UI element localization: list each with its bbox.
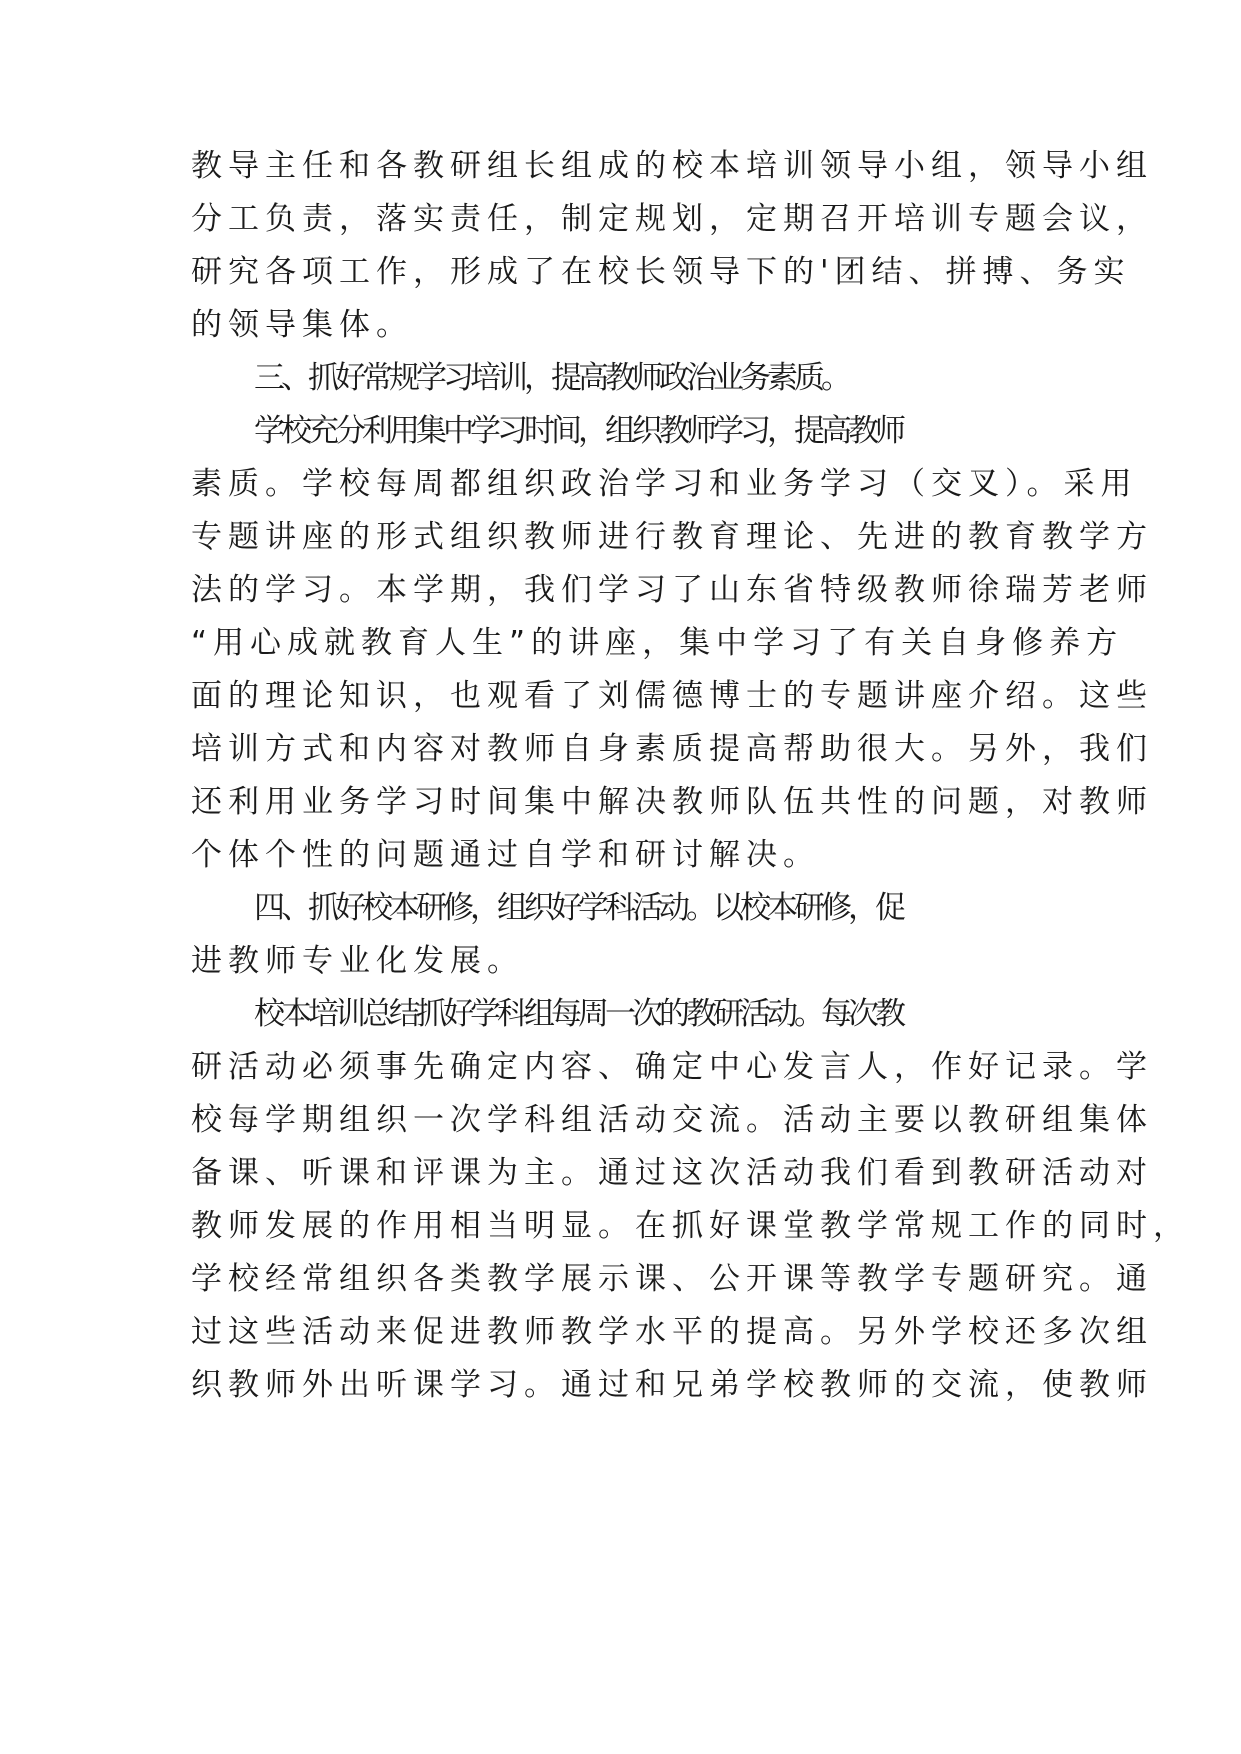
- text-line: 法的学习。本学期，我们学习了山东省特级教师徐瑞芳老师: [191, 572, 1153, 608]
- text-line: 素质。学校每周都组织政治学习和业务学习（交叉）。采用: [191, 466, 1138, 502]
- text-line: 过这些活动来促进教师教学水平的提高。另外学校还多次组: [191, 1314, 1153, 1350]
- text-line: 进教师专业化发展。: [191, 943, 524, 979]
- text-line: 校本培训总结抓好学科组每周一次的教研活动。每次教: [254, 996, 902, 1032]
- text-line: 学校经常组织各类教学展示课、公开课等教学专题研究。通: [191, 1261, 1153, 1297]
- text-line: “用心成就教育人生”的讲座，集中学习了有关自身修养方: [191, 625, 1124, 661]
- text-line: 个体个性的问题通过自学和研讨解决。: [191, 837, 820, 873]
- text-line: 的领导集体。: [191, 307, 413, 343]
- text-line: 研究各项工作，形成了在校长领导下的'团结、拼搏、务实: [191, 254, 1131, 290]
- section-heading: 四、抓好校本研修，组织好学科活动。以校本研修，促: [254, 890, 902, 926]
- text-line: 校每学期组织一次学科组活动交流。活动主要以教研组集体: [191, 1102, 1153, 1138]
- text-line: 教师发展的作用相当明显。在抓好课堂教学常规工作的同时，: [191, 1208, 1190, 1244]
- text-line: 教导主任和各教研组长组成的校本培训领导小组，领导小组: [191, 148, 1153, 184]
- text-line: 学校充分利用集中学习时间，组织教师学习，提高教师: [254, 413, 902, 449]
- text-line: 备课、听课和评课为主。通过这次活动我们看到教研活动对: [191, 1155, 1153, 1191]
- text-line: 面的理论知识，也观看了刘儒德博士的专题讲座介绍。这些: [191, 678, 1153, 714]
- text-line: 织教师外出听课学习。通过和兄弟学校教师的交流，使教师: [191, 1367, 1153, 1403]
- section-heading: 三、抓好常规学习培训，提高教师政治业务素质。: [254, 360, 848, 396]
- text-line: 研活动必须事先确定内容、确定中心发言人，作好记录。学: [191, 1049, 1153, 1085]
- text-line: 还利用业务学习时间集中解决教师队伍共性的问题，对教师: [191, 784, 1153, 820]
- text-line: 专题讲座的形式组织教师进行教育理论、先进的教育教学方: [191, 519, 1153, 555]
- text-line: 分工负责，落实责任，制定规划，定期召开培训专题会议，: [191, 201, 1153, 237]
- text-line: 培训方式和内容对教师自身素质提高帮助很大。另外，我们: [191, 731, 1153, 767]
